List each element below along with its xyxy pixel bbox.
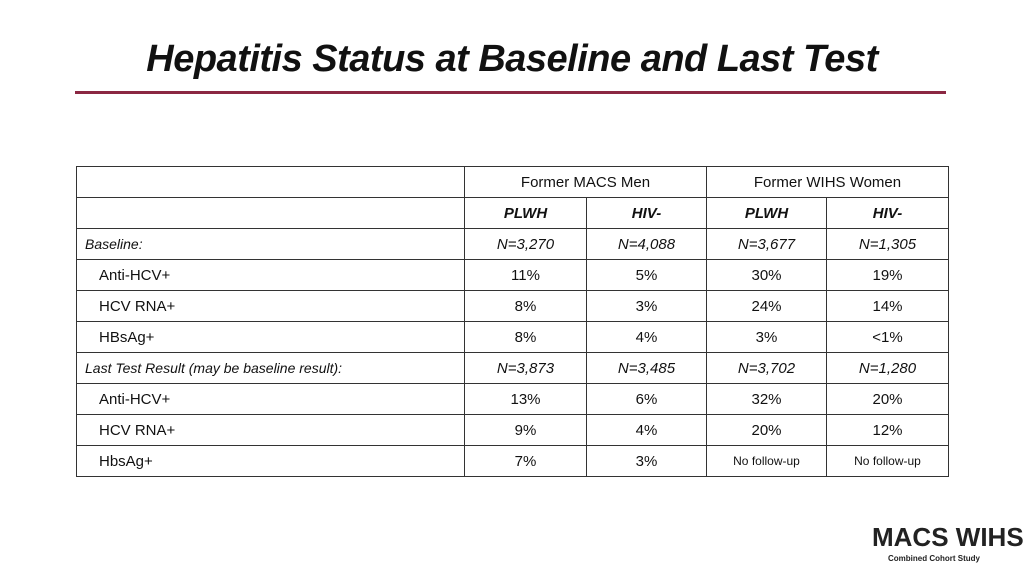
table-cell: 24%	[707, 291, 827, 322]
table-cell: 11%	[465, 260, 587, 291]
table-cell: N=3,270	[465, 229, 587, 260]
table-cell: 13%	[465, 384, 587, 415]
baseline-n-row	[77, 229, 949, 260]
table-cell: 3%	[587, 291, 707, 322]
table-cell: 4%	[587, 322, 707, 353]
group-header-macs: Former MACS Men	[465, 167, 707, 198]
empty-label-cell	[77, 198, 465, 229]
slide-title: Hepatitis Status at Baseline and Last Test	[146, 38, 878, 80]
table-cell: 12%	[827, 415, 949, 446]
table-row	[77, 446, 949, 477]
table-cell: <1%	[827, 322, 949, 353]
sub-header-macs-hiv-neg: HIV-	[587, 198, 707, 229]
sub-header-wihs-plwh: PLWH	[707, 198, 827, 229]
last-test-label: Last Test Result (may be baseline result):	[77, 353, 465, 384]
table-cell: N=3,702	[707, 353, 827, 384]
table-cell: N=3,485	[587, 353, 707, 384]
table-cell: 4%	[587, 415, 707, 446]
table-cell: 3%	[587, 446, 707, 477]
table-row	[77, 291, 949, 322]
baseline-label: Baseline:	[77, 229, 465, 260]
row-label: HCV RNA+	[77, 415, 465, 446]
table-cell: 6%	[587, 384, 707, 415]
table-cell: 7%	[465, 446, 587, 477]
hepatitis-table	[76, 166, 949, 477]
last-test-n-row	[77, 353, 949, 384]
sub-header-macs-plwh: PLWH	[465, 198, 587, 229]
table-row	[77, 322, 949, 353]
empty-corner-cell	[77, 167, 465, 198]
group-header-row	[77, 167, 949, 198]
table-cell: 20%	[707, 415, 827, 446]
table-cell: N=1,280	[827, 353, 949, 384]
table-cell: N=4,088	[587, 229, 707, 260]
row-label: HBsAg+	[77, 322, 465, 353]
row-label: Anti-HCV+	[77, 384, 465, 415]
table-cell: 30%	[707, 260, 827, 291]
table-cell: 19%	[827, 260, 949, 291]
table-cell: No follow-up	[827, 446, 949, 477]
table-cell: N=3,677	[707, 229, 827, 260]
sub-header-wihs-hiv-neg: HIV-	[827, 198, 949, 229]
table-cell: 32%	[707, 384, 827, 415]
table-cell: 8%	[465, 291, 587, 322]
title-underline	[75, 91, 946, 94]
group-header-wihs: Former WIHS Women	[707, 167, 949, 198]
logo-wordmark: MACS WIHS	[872, 522, 1024, 552]
table-cell: 5%	[587, 260, 707, 291]
table-cell: 14%	[827, 291, 949, 322]
table-cell: N=3,873	[465, 353, 587, 384]
table-cell: N=1,305	[827, 229, 949, 260]
row-label: HbsAg+	[77, 446, 465, 477]
table-row	[77, 415, 949, 446]
logo-subtitle: Combined Cohort Study	[888, 554, 980, 563]
table-row	[77, 384, 949, 415]
table-row	[77, 260, 949, 291]
table-cell: No follow-up	[707, 446, 827, 477]
row-label: Anti-HCV+	[77, 260, 465, 291]
row-label: HCV RNA+	[77, 291, 465, 322]
table-cell: 3%	[707, 322, 827, 353]
sub-header-row	[77, 198, 949, 229]
table-cell: 20%	[827, 384, 949, 415]
macs-wihs-logo	[868, 520, 1024, 570]
table-cell: 8%	[465, 322, 587, 353]
table-cell: 9%	[465, 415, 587, 446]
